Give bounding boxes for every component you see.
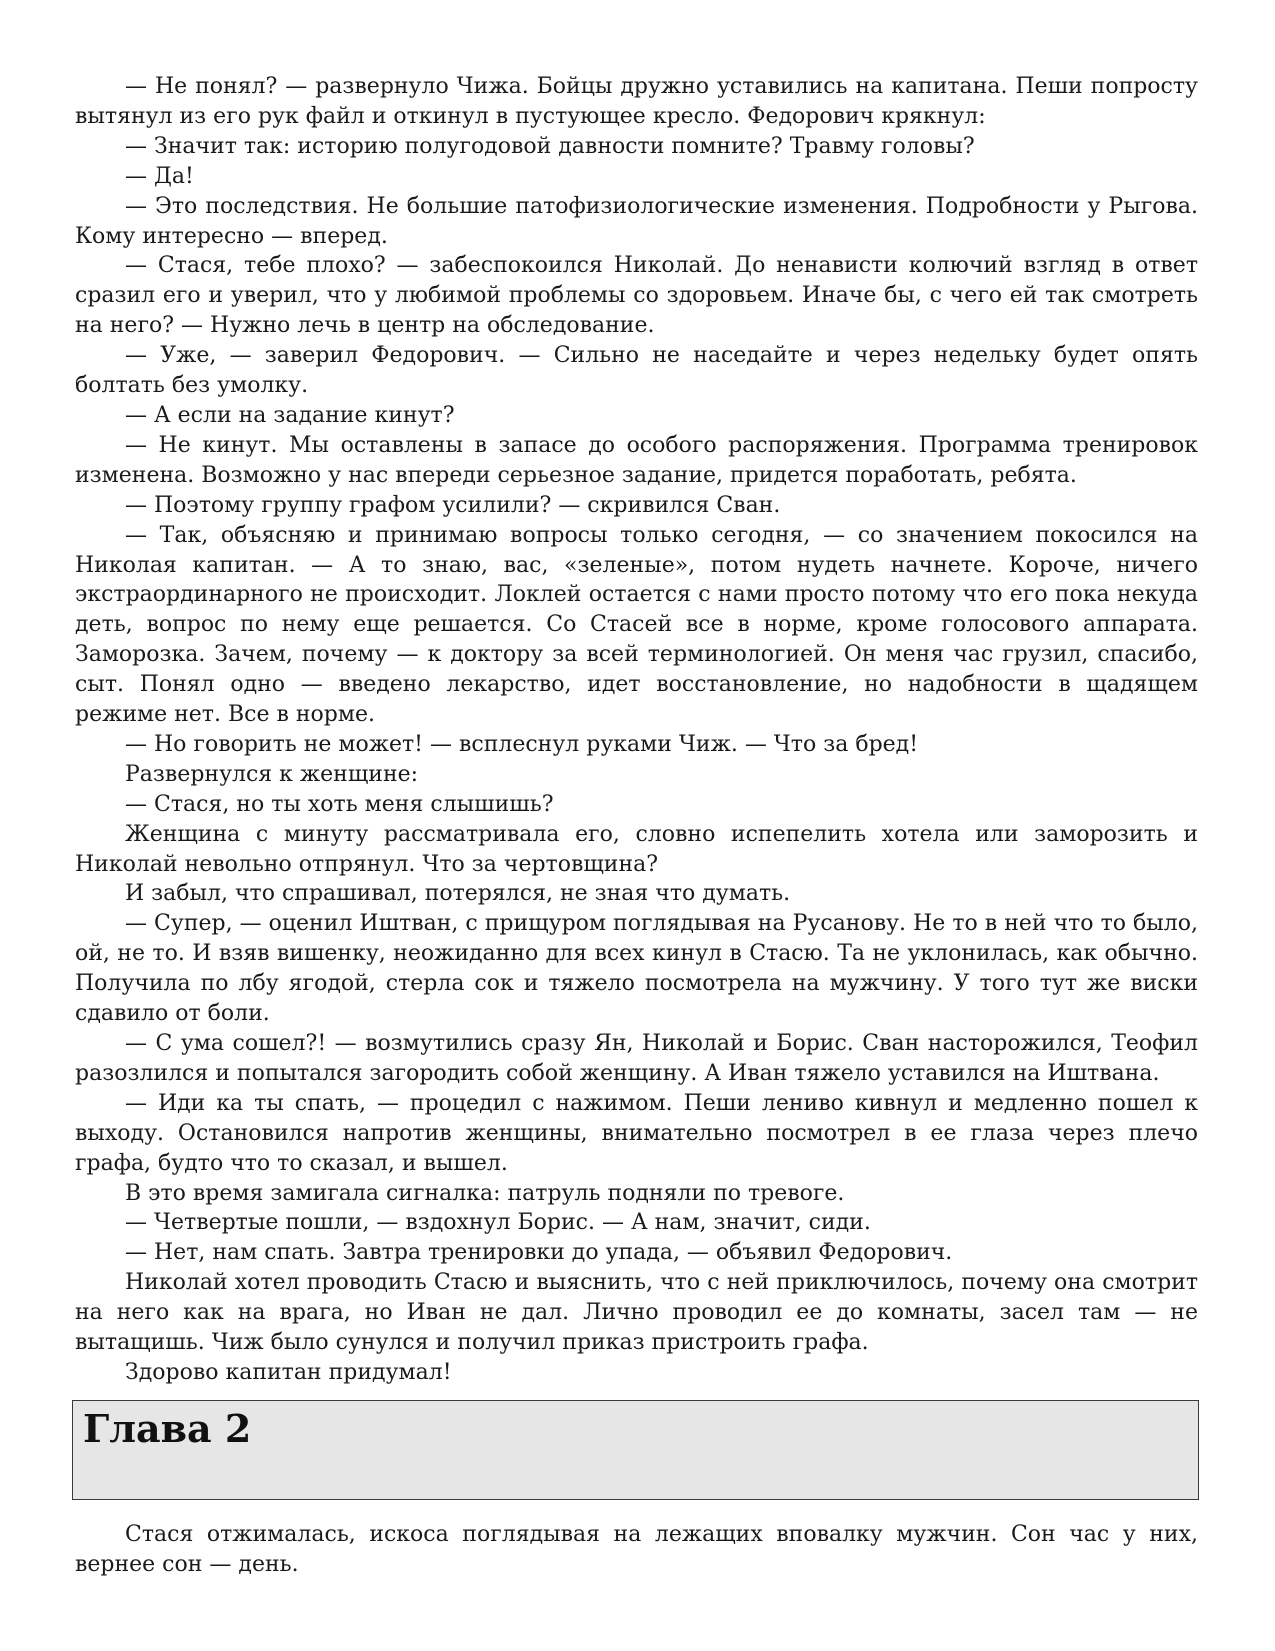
text-body [75,72,1198,1388]
paragraph: Женщина с минуту рассматривала его, словно испепелить хотела или заморозить и Николай невольно отпрянул. Что за чертовщина? [75,821,1198,877]
paragraph: — Супер, — оценил Иштван, с прищуром поглядывая на Русанову. Не то в ней что то было, ой, не то. И взяв вишенку, неожиданно для всех кинул в Стасю. Та не уклонилась, как обычно. Получила по лбу ягодой, стерла сок и тяжело посмотрела на мужчину. У того тут же виски сдавило от боли. [75,911,1198,1027]
paragraph: — Поэтому группу графом усилили? — скривился Сван. [125,492,781,518]
paragraph: — Нет, нам спать. Завтра тренировки до упада, — объявил Федорович. [125,1240,953,1266]
paragraph: Стася отжималась, искоса поглядывая на лежащих вповалку мужчин. Сон час у них, вернее сон — день. [75,1521,1198,1577]
paragraph: — С ума сошел?! — возмутились сразу Ян, Николай и Борис. Сван насторожился, Теофил разозлился и попытался загородить собой женщину. А Иван тяжело уставился на Иштвана. [75,1031,1198,1086]
paragraph: — Это последствия. Не большие патофизиологические изменения. Подробности у Рыгова. Кому интересно — вперед. [75,193,1198,249]
paragraph: — Но говорить не может! — всплеснул руками Чиж. — Что за бред! [125,731,919,757]
paragraph: Здорово капитан придумал! [125,1359,452,1385]
paragraph: — Значит так: историю полугодовой давности помните? Травму головы? [125,133,975,159]
paragraph: — Иди ка ты спать, — процедил с нажимом. Пеши лениво кивнул и медленно пошел к выходу. Остановился напротив женщины, внимательно посмотрел в ее глаза через плечо графа, будто что то сказал, и вышел. [75,1090,1198,1176]
chapter-title: Глава 2 [83,1405,252,1451]
paragraph: — Стася, тебе плохо? — забеспокоился Николай. До ненависти колючий взгляд в ответ сразил его и уверил, что у любимой проблемы со здоровьем. Иначе бы, с чего ей так смотреть на него? — Нужно лечь в центр на обследование. [75,253,1198,339]
paragraph: — Уже, — заверил Федорович. — Сильно не наседайте и через недельку будет опять болтать без умолку. [75,343,1198,399]
paragraph: В это время замигала сигналка: патруль подняли по тревоге. [125,1180,845,1206]
chapter-text [75,1520,1198,1580]
paragraph: Развернулся к женщине: [125,761,419,787]
chapter-heading-box [72,1400,1199,1500]
paragraph: — Четвертые пошли, — вздохнул Борис. — А нам, значит, сиди. [125,1210,871,1236]
book-page [75,72,1198,1580]
paragraph: — Да! [125,163,194,189]
paragraph: И забыл, что спрашивал, потерялся, не зная что думать. [125,881,791,907]
paragraph: — Не понял? — развернуло Чижа. Бойцы дружно уставились на капитана. Пеши попросту вытянул из его рук файл и откинул в пустующее кресло. Федорович крякнул: [75,74,1198,129]
paragraph: Николай хотел проводить Стасю и выяснить, что с ней приключилось, почему она смотрит на него как на врага, но Иван не дал. Лично проводил ее до комнаты, засел там — не вытащишь. Чиж было сунулся и получил приказ пристроить графа. [75,1270,1198,1356]
paragraph: — А если на задание кинут? [125,402,455,428]
paragraph: — Не кинут. Мы оставлены в запасе до особого распоряжения. Программа тренировок изменена. Возможно у нас впереди серьезное задание, придется поработать, ребята. [75,432,1198,488]
paragraph: — Так, объясняю и принимаю вопросы только сегодня, — со значением покосился на Николая капитан. — А то знаю, вас, «зеленые», потом нудеть начнете. Короче, ничего экстраординарного не происходит. Локлей остается с нами просто потому что его пока некуда деть, вопрос по нему еще решается. Со Стасей все в норме, кроме голосового аппарата. Заморозка. Зачем, почему — к доктору за всей терминологией. Он меня час грузил, спасибо, сыт. Понял одно — введено лекарство, идет восстановление, но надобности в щадящем режиме нет. Все в норме. [75,522,1198,728]
paragraph: — Стася, но ты хоть меня слышишь? [125,791,554,817]
